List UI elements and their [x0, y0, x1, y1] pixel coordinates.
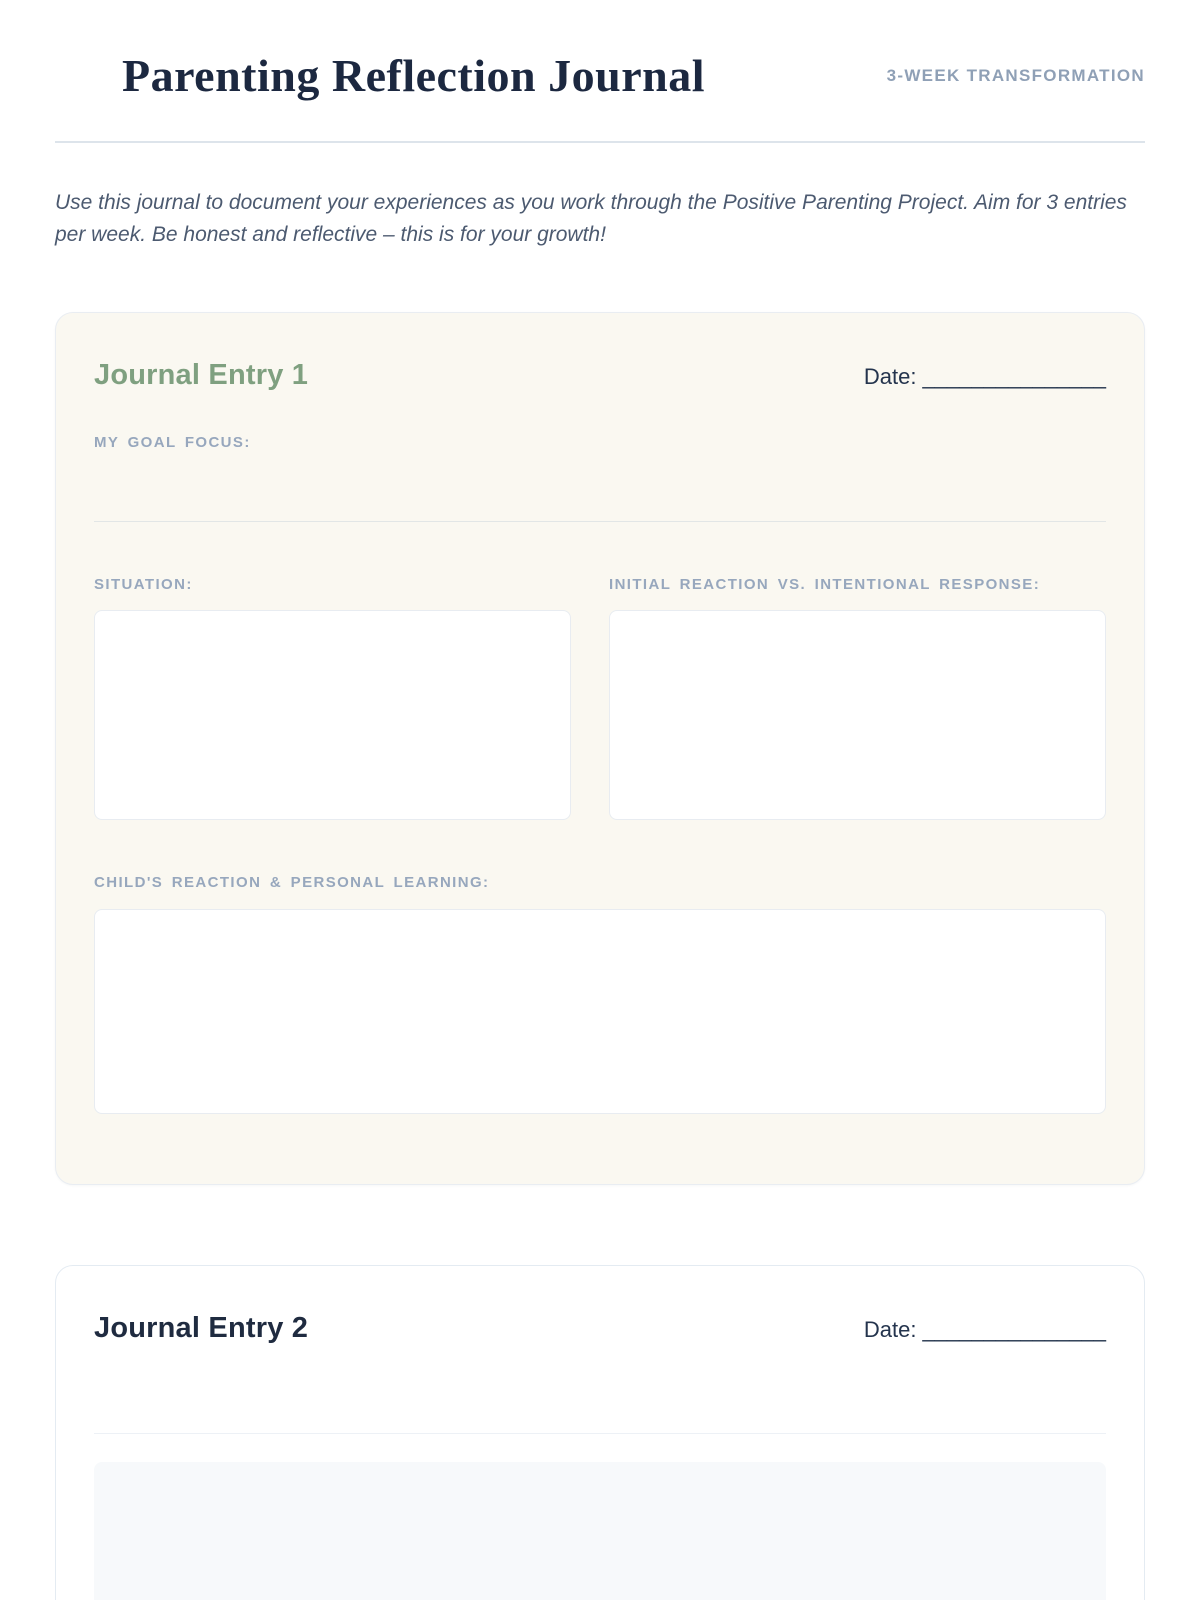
child-reaction-label: CHILD'S REACTION & PERSONAL LEARNING: [94, 873, 490, 891]
entry-2-divider [94, 1433, 1106, 1434]
journal-page [0, 50, 1200, 1600]
goal-focus-write-area[interactable] [94, 451, 1106, 521]
date-write-line[interactable]: _______________ [922, 1316, 1106, 1342]
situation-label: SITUATION: [94, 575, 193, 593]
entry-2-header [94, 1312, 1106, 1345]
page-title: Parenting Reflection Journal [122, 50, 705, 101]
goal-focus-label: MY GOAL FOCUS: [94, 433, 251, 451]
intro-text: Use this journal to document your experiences as you work through the Positive Parenting Project. Aim for 3 entries per week. Be honest and reflective – this is for your growth! [55, 190, 1127, 247]
reaction-column [609, 576, 1106, 820]
date-write-line[interactable]: _______________ [922, 363, 1106, 389]
header-divider [55, 141, 1145, 143]
entry-2-title: Journal Entry 2 [94, 1311, 309, 1344]
entry-2-write-area[interactable] [94, 1462, 1106, 1600]
situation-write-box[interactable] [94, 610, 571, 820]
reaction-response-write-box[interactable] [609, 610, 1106, 820]
journal-entry-1-card [55, 312, 1145, 1185]
entry-1-title: Journal Entry 1 [94, 358, 309, 391]
entry-1-divider [94, 521, 1106, 522]
situation-column [94, 576, 571, 820]
child-reaction-write-box[interactable] [94, 909, 1106, 1114]
header-eyebrow: 3-WEEK TRANSFORMATION [886, 66, 1145, 86]
entry-2-date [864, 1317, 1106, 1343]
entry-1-columns [94, 576, 1106, 820]
entry-1-header [94, 359, 1106, 392]
date-label: Date: [863, 363, 917, 389]
page-header [55, 50, 1145, 103]
reaction-response-label: INITIAL REACTION VS. INTENTIONAL RESPONSE: [609, 575, 1041, 593]
date-label: Date: [863, 1316, 917, 1342]
journal-entry-2-card [55, 1265, 1145, 1600]
entry-1-date [864, 364, 1106, 390]
